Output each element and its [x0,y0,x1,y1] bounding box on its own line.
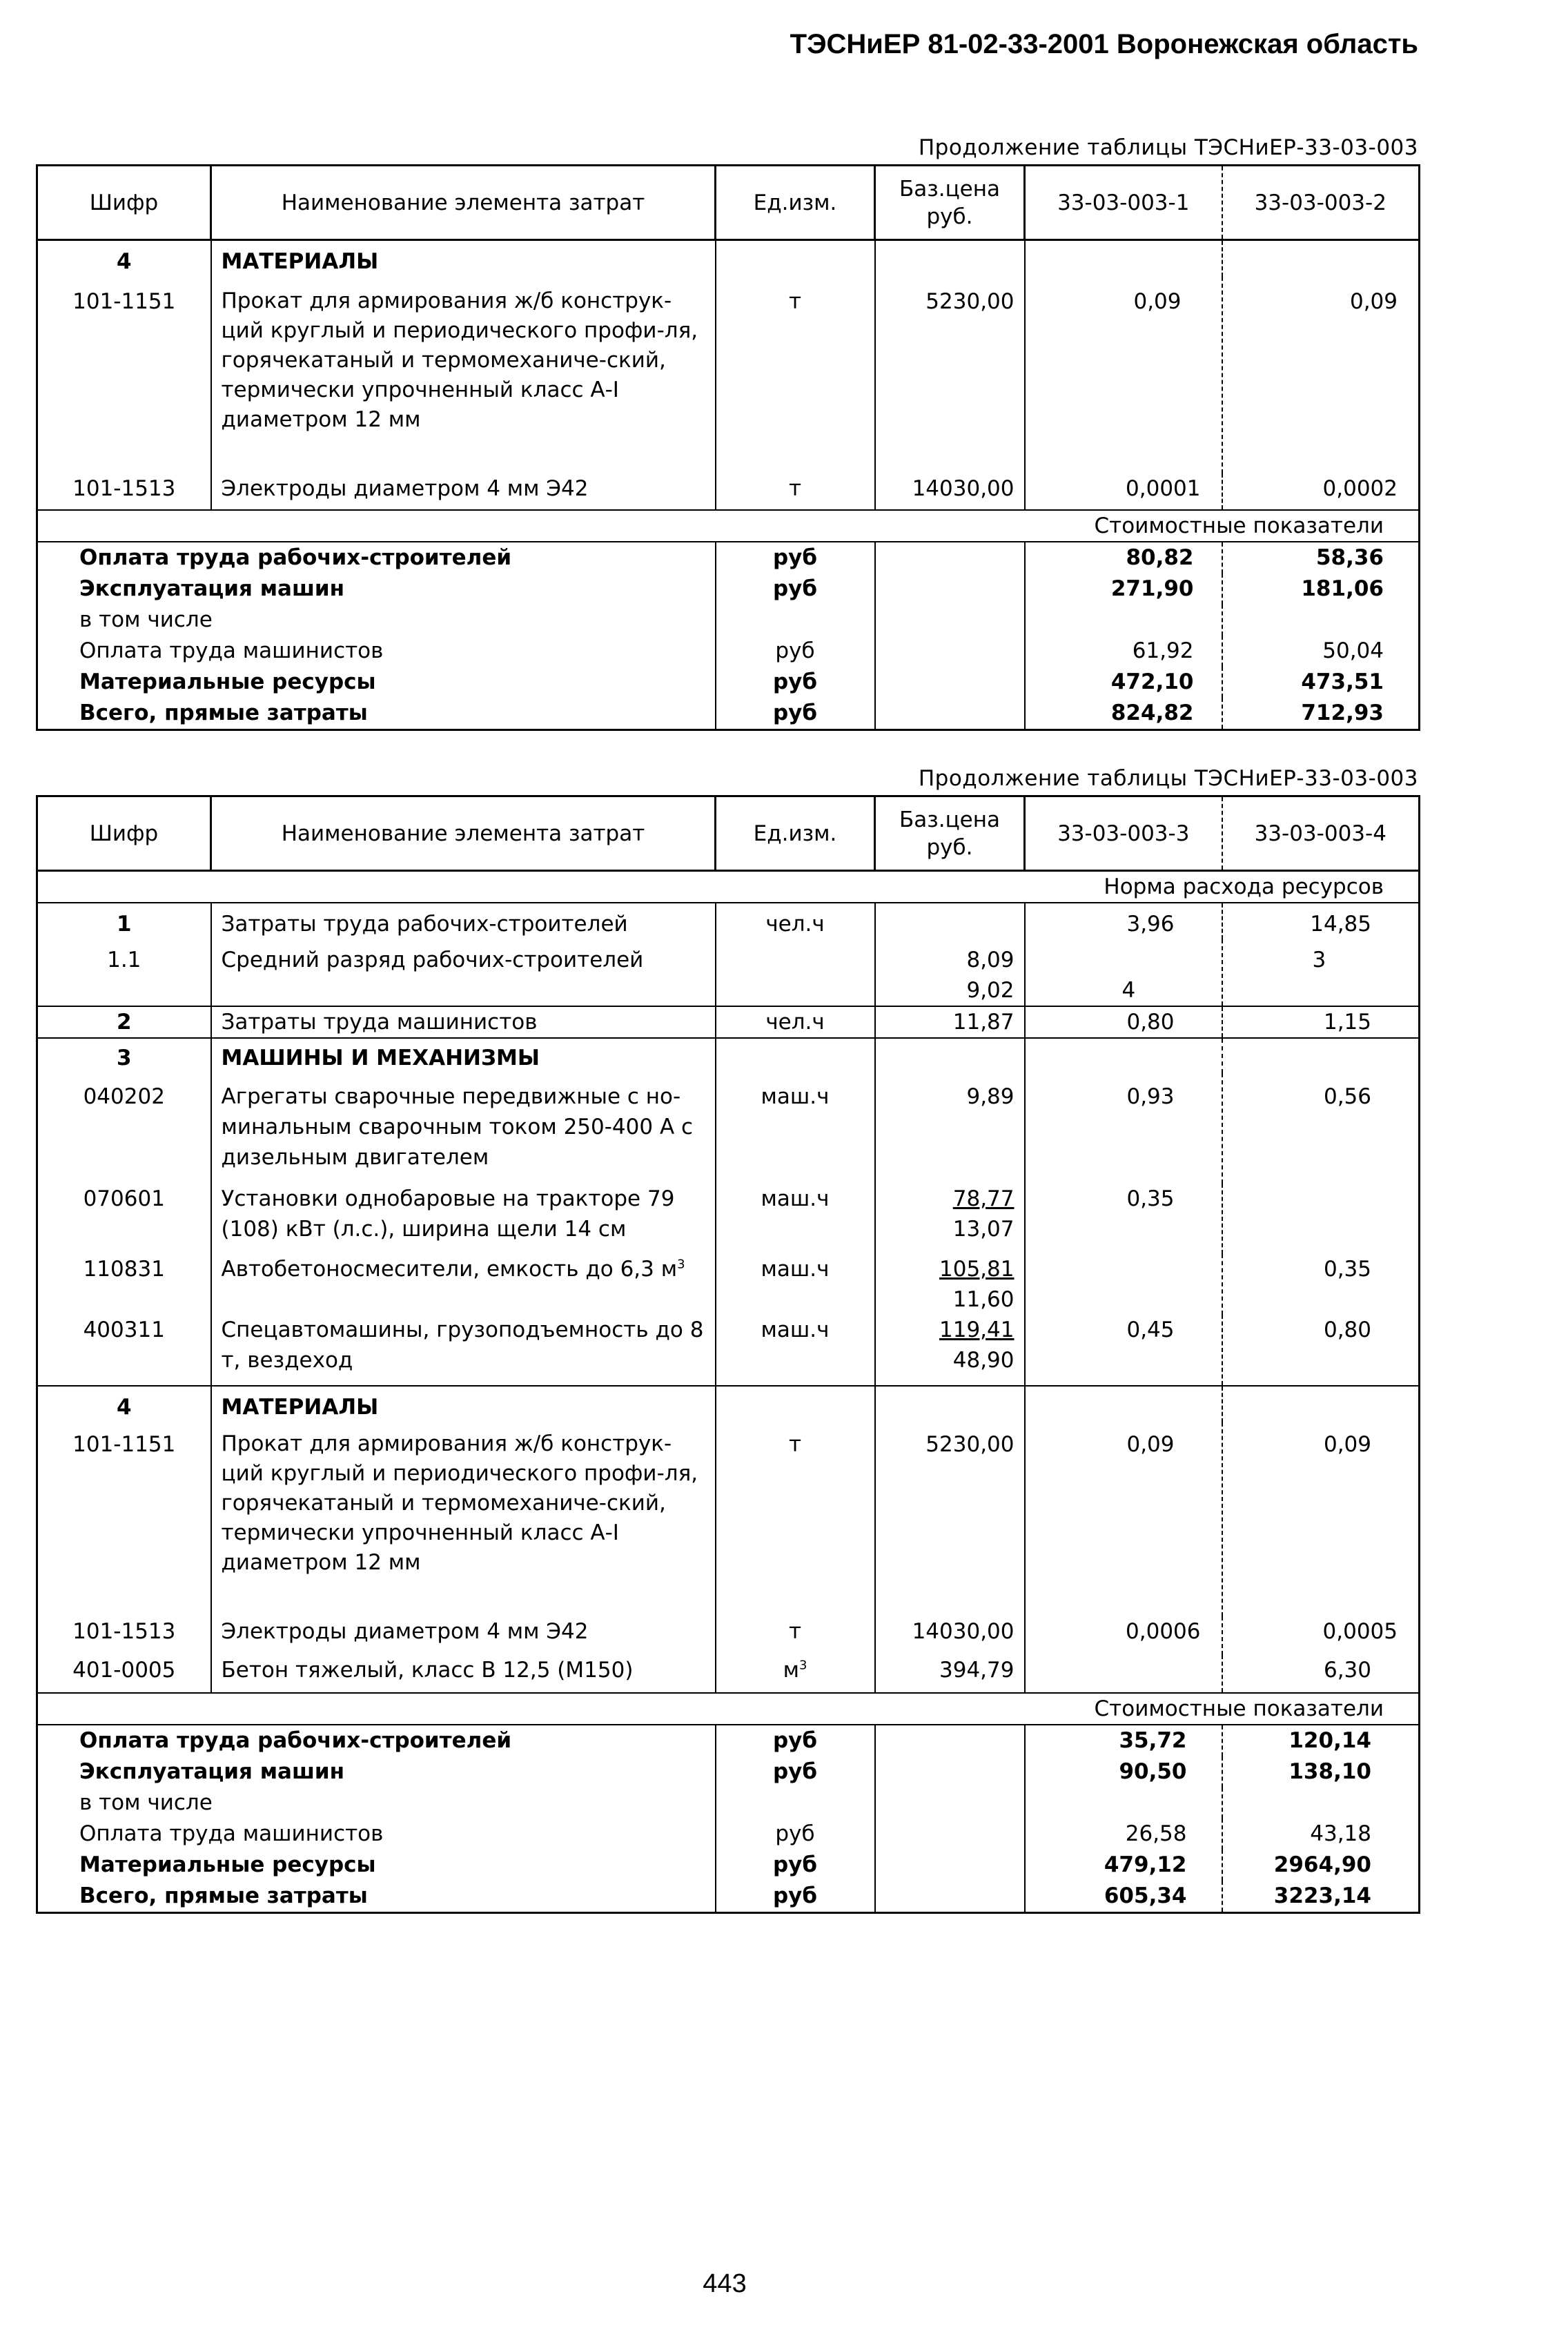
row-name: Электроды диаметром 4 мм Э42 [211,473,716,510]
table-row [37,1655,1420,1693]
row-v2: 0,56 [1323,1084,1371,1109]
row-v2: 0,0002 [1322,476,1398,501]
row-price [875,939,1025,1006]
section-code: 4 [37,240,211,277]
summary-row [37,636,1420,667]
section-row [37,1386,1420,1422]
row-v1: 0,09 [1025,1422,1222,1616]
summary-name: Всего, прямые затраты [37,1881,716,1913]
summary-name: Материальные ресурсы [37,667,716,698]
col-header-code: Шифр [37,796,211,871]
table-row [37,1184,1420,1254]
summary-v2: 50,04 [1322,638,1384,663]
section-name: МАТЕРИАЛЫ [211,1386,716,1422]
col-header-name: Наименование элемента затрат [211,796,716,871]
table1-caption: Продолжение таблицы ТЭСНиЕР-33-03-003 [918,135,1418,160]
row-unit: чел.ч [716,903,875,939]
row-price: 11,87 [875,1006,1025,1038]
cost-indicators-row [37,1693,1420,1725]
cost-indicators-row [37,510,1420,542]
row-code: 040202 [37,1073,211,1184]
summary-v1: 479,12 [1025,1850,1222,1881]
table-row [37,1315,1420,1386]
row-unit: маш.ч [716,1315,875,1386]
summary-row [37,605,1420,636]
summary-unit: руб [716,636,875,667]
summary-unit: руб [716,667,875,698]
row-v2: 1,15 [1222,1006,1420,1038]
row-code: 110831 [37,1254,211,1315]
summary-unit: руб [716,698,875,730]
row-v1 [1025,1254,1222,1315]
row-unit [716,1655,875,1693]
row-v1 [1025,1655,1222,1693]
col-header-name: Наименование элемента затрат [211,166,716,240]
row-name: Электроды диаметром 4 мм Э42 [211,1616,716,1655]
summary-name: Эксплуатация машин [37,1756,716,1787]
section-code: 3 [37,1038,211,1073]
summary-unit: руб [716,1819,875,1850]
summary-unit: руб [716,1756,875,1787]
row-price: 5230,00 [875,277,1025,473]
row-unit: т [716,1422,875,1616]
row-v1: 3,96 [1025,903,1222,939]
row-code: 400311 [37,1315,211,1386]
summary-unit [716,1787,875,1819]
row-price: 14030,00 [875,473,1025,510]
row-v1: 0,45 [1025,1315,1222,1386]
row-v2: 0,35 [1323,1257,1371,1282]
machine-price-2: 48,90 [952,1348,1015,1373]
col-header-v1: 33-03-003-3 [1025,796,1222,871]
row-unit: т [716,277,875,473]
row-name: Спецавтомашины, грузоподъемность до 8 т, вездеход [211,1315,716,1386]
summary-v1: 90,50 [1025,1756,1222,1787]
machine-name-text: Автобетоносмесители, емкость до 6,3 м [221,1257,678,1282]
summary-row [37,1819,1420,1850]
summary-unit: руб [716,574,875,605]
table2-header-row [37,796,1420,871]
summary-row [37,574,1420,605]
summary-v1: 605,34 [1025,1881,1222,1913]
row-v1: 0,93 [1025,1073,1222,1184]
row-v2: 6,30 [1323,1658,1371,1683]
row-code: 101-1513 [37,473,211,510]
row-price [875,1315,1025,1386]
page-header-title: ТЭСНиЕР 81-02-33-2001 Воронежская область [790,29,1418,59]
summary-v1 [1025,1787,1222,1819]
row-code: 2 [37,1006,211,1038]
unit-sup: 3 [798,1658,807,1673]
summary-name: в том числе [37,1787,716,1819]
norm-label-row [37,871,1420,903]
row-code: 101-1151 [37,277,211,473]
summary-v2 [1222,605,1420,636]
summary-row [37,1725,1420,1756]
summary-name: Оплата труда рабочих-строителей [37,1725,716,1756]
summary-v2: 43,18 [1310,1821,1371,1846]
cost-indicators-label: Стоимостные показатели [37,510,1420,542]
summary-v2: 712,93 [1301,701,1384,725]
row-unit: чел.ч [716,1006,875,1038]
row-v2: 0,0005 [1322,1619,1398,1644]
row-v2 [1222,1184,1420,1254]
row-v1: 0,0006 [1025,1616,1222,1655]
col-header-v1: 33-03-003-1 [1025,166,1222,240]
col-header-code: Шифр [37,166,211,240]
row-v2: 0,09 [1349,289,1398,314]
summary-unit [716,605,875,636]
summary-row [37,1756,1420,1787]
row-price [875,1184,1025,1254]
summary-v1 [1025,605,1222,636]
page-number: 443 [703,2269,747,2298]
row-price: 394,79 [875,1655,1025,1693]
summary-v2: 138,10 [1288,1759,1371,1784]
table-row [37,1006,1420,1038]
row-v1: 0,09 [1025,277,1222,473]
row-name: Бетон тяжелый, класс В 12,5 (М150) [211,1655,716,1693]
machine-name-sup: 3 [677,1257,685,1272]
row-unit: т [716,1616,875,1655]
summary-v1: 26,58 [1025,1819,1222,1850]
section-row [37,240,1420,277]
summary-unit: руб [716,1725,875,1756]
row-v1: 0,80 [1025,1006,1222,1038]
summary-v1: 271,90 [1025,574,1222,605]
row-price: 5230,00 [875,1422,1025,1616]
row-name: Прокат для армирования ж/б конструк-ций круглый и периодического профи-ля, горячекатаный и термомеханиче-ский, термически упрочненный класс А-I диаметром 12 мм [211,1422,716,1616]
row-code: 101-1513 [37,1616,211,1655]
row-v2: 0,80 [1323,1318,1371,1342]
summary-v1: 824,82 [1025,698,1222,730]
row-unit: маш.ч [716,1184,875,1254]
summary-row [37,1850,1420,1881]
summary-name: Материальные ресурсы [37,1850,716,1881]
row-unit: маш.ч [716,1073,875,1184]
norm-label: Норма расхода ресурсов [37,871,1420,903]
row-v2: 14,85 [1310,912,1371,937]
table-row [37,939,1420,1006]
summary-unit: руб [716,1850,875,1881]
row-code: 070601 [37,1184,211,1254]
summary-row [37,542,1420,574]
row-name: Средний разряд рабочих-строителей [211,939,716,1006]
summary-name: в том числе [37,605,716,636]
summary-v1: 35,72 [1025,1725,1222,1756]
machine-price-1: 105,81 [939,1257,1015,1282]
summary-v2: 473,51 [1301,669,1384,694]
summary-name: Эксплуатация машин [37,574,716,605]
machine-price-2: 13,07 [952,1217,1015,1242]
row-name: Затраты труда рабочих-строителей [211,903,716,939]
row-v1: 4 [1025,939,1222,1006]
table1-header-row [37,166,1420,240]
row-unit: маш.ч [716,1254,875,1315]
section-code: 4 [37,1386,211,1422]
summary-row [37,1881,1420,1913]
table-row [37,903,1420,939]
machine-price-2: 11,60 [952,1287,1015,1312]
row-code: 401-0005 [37,1655,211,1693]
row-name: Агрегаты сварочные передвижные с но-минальным сварочным током 250-400 А с дизельным двигателем [211,1073,716,1184]
row-code: 1 [37,903,211,939]
grade-price-1: 8,09 [966,948,1015,972]
col-header-price: Баз.цена руб. [875,166,1025,240]
summary-v1: 61,92 [1025,636,1222,667]
unit-text: м [783,1658,799,1683]
table-row [37,1254,1420,1315]
summary-v1: 472,10 [1025,667,1222,698]
table-row [37,473,1420,510]
row-price: 14030,00 [875,1616,1025,1655]
summary-unit: руб [716,1881,875,1913]
row-code: 1.1 [37,939,211,1006]
summary-name: Всего, прямые затраты [37,698,716,730]
machine-price-1: 78,77 [952,1186,1015,1211]
table-row [37,1422,1420,1616]
summary-name: Оплата труда машинистов [37,1819,716,1850]
table-row [37,277,1420,473]
machine-price-1: 119,41 [939,1318,1015,1342]
summary-v2: 120,14 [1222,1725,1420,1756]
summary-name: Оплата труда машинистов [37,636,716,667]
col-header-unit: Ед.изм. [716,166,875,240]
summary-v2: 2964,90 [1273,1852,1371,1877]
cost-indicators-label: Стоимостные показатели [37,1693,1420,1725]
col-header-price: Баз.цена руб. [875,796,1025,871]
summary-row [37,667,1420,698]
row-v2: 0,09 [1323,1432,1371,1457]
section-name: МАТЕРИАЛЫ [211,240,716,277]
row-name: Установки однобаровые на тракторе 79 (108) кВт (л.с.), ширина щели 14 см [211,1184,716,1254]
table-row [37,1616,1420,1655]
row-price: 9,89 [875,1073,1025,1184]
summary-v2 [1222,1787,1420,1819]
summary-v2: 58,36 [1222,542,1420,574]
summary-row [37,1787,1420,1819]
summary-v1: 80,82 [1025,542,1222,574]
row-v2: 3 [1312,948,1326,972]
table1 [36,164,1420,731]
summary-name: Оплата труда рабочих-строителей [37,542,716,574]
section-name: МАШИНЫ И МЕХАНИЗМЫ [211,1038,716,1073]
col-header-unit: Ед.изм. [716,796,875,871]
row-price [875,903,1025,939]
col-header-v2: 33-03-003-4 [1222,796,1420,871]
row-name: Затраты труда машинистов [211,1006,716,1038]
summary-v2: 3223,14 [1273,1883,1371,1908]
summary-unit: руб [716,542,875,574]
row-unit: т [716,473,875,510]
section-row [37,1038,1420,1073]
col-header-v2: 33-03-003-2 [1222,166,1420,240]
row-price [875,1254,1025,1315]
table-row [37,1073,1420,1184]
row-name: Прокат для армирования ж/б конструк-ций круглый и периодического профи-ля, горячекатаный и термомеханиче-ский, термически упрочненный класс А-I диаметром 12 мм [211,277,716,473]
table2 [36,795,1420,1914]
row-v1: 0,35 [1025,1184,1222,1254]
summary-v2: 181,06 [1301,576,1384,601]
row-name [211,1254,716,1315]
grade-price-2: 9,02 [966,978,1015,1003]
row-code: 101-1151 [37,1422,211,1616]
table2-caption: Продолжение таблицы ТЭСНиЕР-33-03-003 [918,766,1418,791]
summary-row [37,698,1420,730]
row-v1: 0,0001 [1025,473,1222,510]
